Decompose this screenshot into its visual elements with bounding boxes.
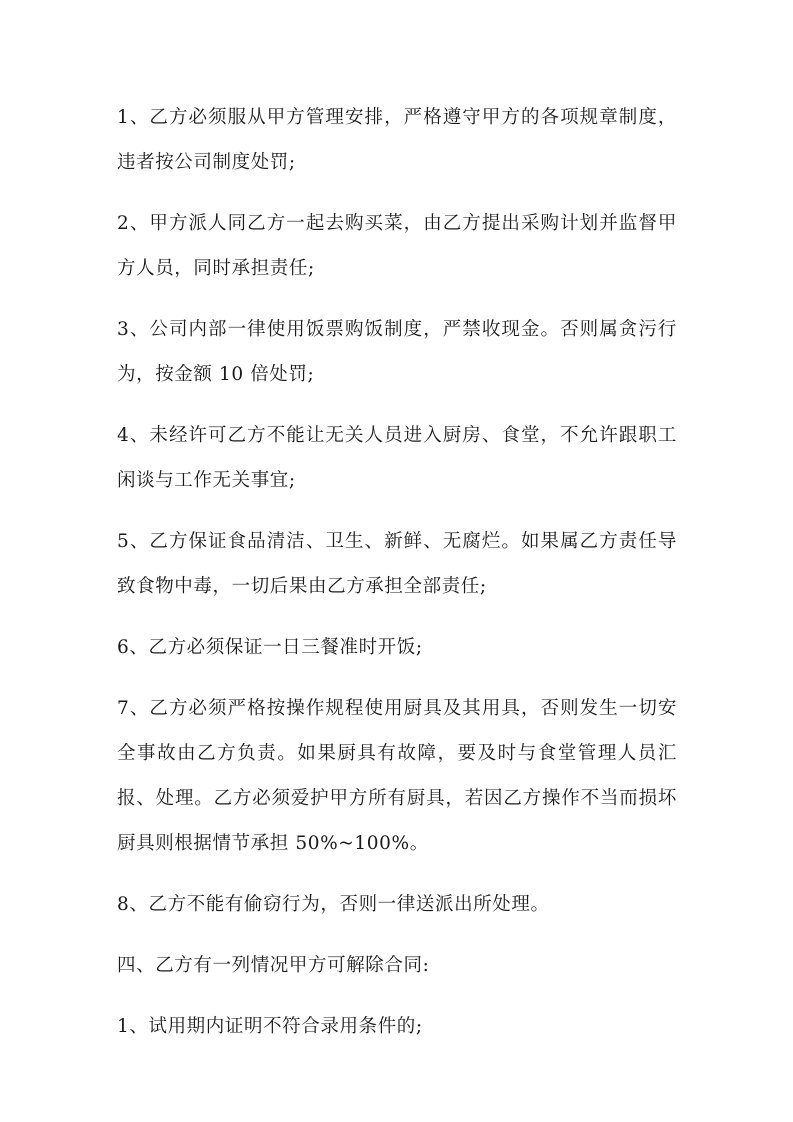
section-heading-termination: 四、乙方有一列情况甲方可解除合同: (117, 955, 430, 976)
paragraph-clause-3: 3、公司内部一律使用饭票购饭制度，严禁收现金。否则属贪污行为，按金额 10 倍处罚; (117, 319, 677, 385)
paragraph-clause-5: 5、乙方保证食品清洁、卫生、新鲜、无腐烂。如果属乙方责任导致食物中毒，一切后果由乙方承担全部责任; (117, 531, 677, 597)
paragraph-clause-7: 7、乙方必须严格按操作规程使用厨具及其用具，否则发生一切安全事故由乙方负责。如果厨具有故障，要及时与食堂管理人员汇报、处理。乙方必须爱护甲方所有厨具，若因乙方操作不当而损坏厨具则根据情节承担 50%~100%。 (117, 698, 677, 854)
paragraph-clause-8: 8、乙方不能有偷窃行为，否则一律送派出所处理。 (117, 894, 550, 915)
paragraph-clause-6: 6、乙方必须保证一日三餐准时开饭; (117, 637, 423, 658)
paragraph-clause-4: 4、未经许可乙方不能让无关人员进入厨房、食堂，不允许跟职工闲谈与工作无关事宜; (117, 425, 677, 491)
document-body (117, 95, 677, 1065)
paragraph-termination-1: 1、试用期内证明不符合录用条件的; (117, 1016, 423, 1037)
paragraph-clause-2: 2、甲方派人同乙方一起去购买菜，由乙方提出采购计划并监督甲方人员，同时承担责任; (117, 213, 677, 279)
paragraph-clause-1: 1、乙方必须服从甲方管理安排，严格遵守甲方的各项规章制度，违者按公司制度处罚; (117, 107, 677, 173)
